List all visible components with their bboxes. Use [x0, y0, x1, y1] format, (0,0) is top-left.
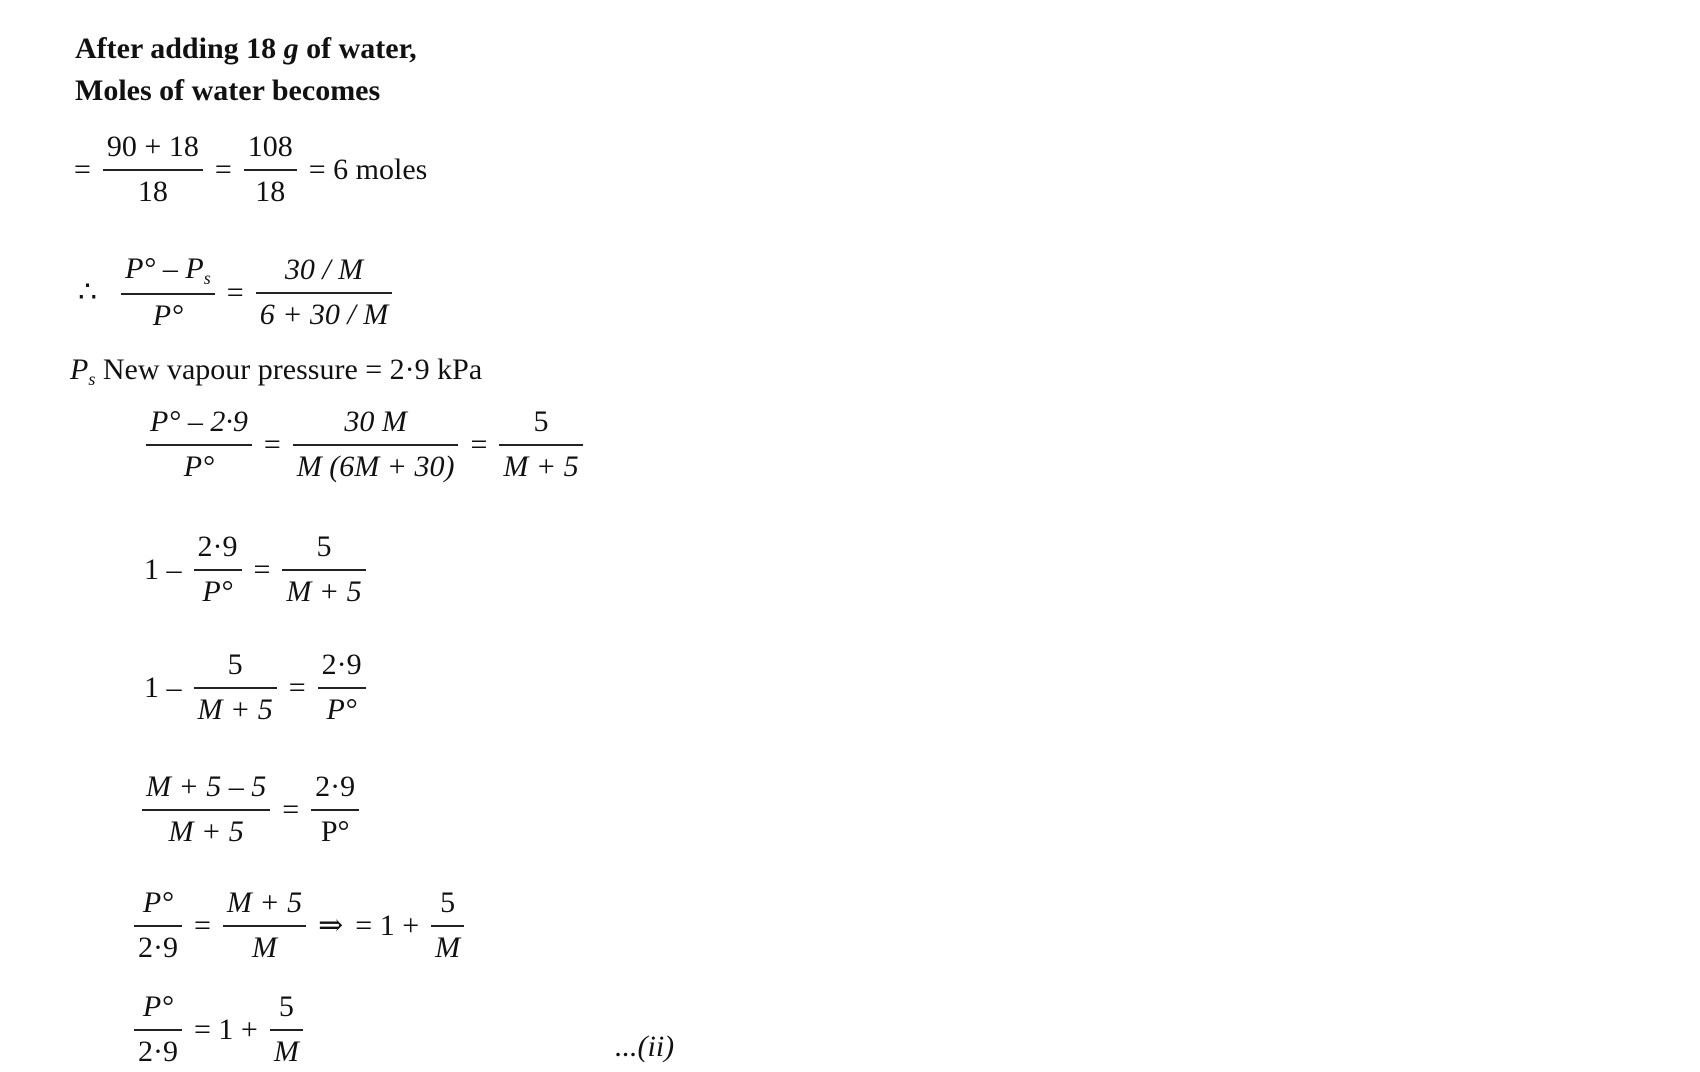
fraction-bar: [318, 687, 366, 689]
eq4-num-1: 2·9: [197, 530, 238, 563]
eq1-den-1: 18: [137, 174, 168, 208]
ps-text: New vapour pressure = 2·9 kPa: [95, 353, 483, 386]
implies-arrow-icon: ⇒: [318, 909, 344, 942]
fraction-bar: [499, 444, 582, 446]
vapour-pressure-line: [70, 355, 482, 388]
eq3-num-2: 30 M: [344, 405, 407, 438]
eq5-den-2: P°: [326, 692, 357, 726]
eq3-equals-2: =: [470, 427, 488, 461]
eq3-den-1: P°: [183, 449, 215, 483]
eq7-equals: =: [194, 908, 211, 942]
equation-step-1: [140, 405, 589, 484]
equation-reference: ...(ii): [615, 1030, 675, 1063]
eq3-fraction-1: [146, 405, 252, 484]
equation-step-4: [136, 770, 365, 849]
intro-unit-g: g: [283, 32, 299, 65]
eq2-num-1-sub: s: [203, 268, 211, 288]
eq4-fraction-1: [194, 530, 242, 609]
eq3-num-3: 5: [533, 405, 549, 438]
eq3-den-2: M (6M + 30): [296, 449, 455, 483]
eq1-fraction-2: [244, 130, 297, 209]
eq8-num-2: 5: [278, 990, 294, 1023]
eq8-den-1: 2·9: [138, 1034, 178, 1068]
eq4-den-1: P°: [202, 574, 233, 608]
therefore-symbol: ∴: [78, 276, 98, 310]
eq7-den-2: M: [252, 930, 278, 964]
eq5-fraction-2: [318, 648, 366, 727]
fraction-bar: [282, 569, 365, 571]
fraction-bar: [103, 169, 203, 171]
eq5-den-1: M + 5: [197, 692, 273, 726]
eq6-fraction-1: [142, 770, 270, 849]
eq2-num-2: 30 / M: [284, 253, 364, 287]
equation-moles: [68, 130, 433, 209]
eq1-equals: =: [214, 152, 232, 186]
eq4-lead: 1 –: [144, 552, 182, 586]
fraction-bar: [142, 809, 270, 811]
fraction-bar: [146, 444, 252, 446]
eq3-num-1: P° – 2·9: [150, 405, 248, 438]
eq8-fraction-1: [134, 990, 182, 1069]
eq3-fraction-3: [499, 405, 582, 484]
eq6-equals: =: [282, 792, 300, 826]
eq6-num-2: 2·9: [315, 770, 356, 803]
eq7-den-1: 2·9: [138, 930, 178, 964]
eq4-num-2: 5: [316, 530, 332, 563]
equation-raoult: [72, 252, 398, 333]
eq2-fraction-2: [256, 253, 393, 332]
ps-symbol: P: [70, 353, 89, 386]
eq2-equals: =: [226, 275, 244, 309]
fraction-bar: [244, 169, 297, 171]
eq5-num-1: 5: [227, 648, 243, 681]
eq8-result-lead: = 1 +: [194, 1012, 258, 1046]
eq2-fraction-1: [121, 252, 215, 333]
fraction-bar: [270, 1029, 303, 1031]
fraction-bar: [134, 1029, 182, 1031]
fraction-bar: [134, 925, 182, 927]
eq6-num-1: M + 5 – 5: [146, 770, 267, 803]
eq6-den-2: P°: [320, 814, 350, 848]
eq7-result-lead: = 1 +: [355, 908, 420, 942]
equation-step-3: [138, 648, 372, 727]
equation-final: [128, 990, 309, 1069]
eq7-num-3: 5: [440, 886, 456, 919]
intro-line-2: Moles of water becomes: [75, 74, 381, 107]
eq2-num-1: [121, 252, 215, 289]
eq7-fraction-3: [431, 886, 464, 965]
eq2-den-2: 6 + 30 / M: [259, 297, 389, 331]
fraction-bar: [293, 444, 459, 446]
fraction-bar: [194, 687, 277, 689]
fraction-bar: [311, 809, 359, 811]
eq5-lead: 1 –: [144, 670, 182, 704]
eq7-den-3: M: [435, 930, 461, 964]
eq8-num-1: P°: [142, 990, 174, 1023]
ps-subscript: s: [88, 369, 96, 389]
eq4-den-2: M + 5: [286, 574, 362, 608]
eq7-num-1: P°: [142, 886, 174, 919]
eq5-fraction-1: [194, 648, 277, 727]
eq4-fraction-2: [282, 530, 365, 609]
equation-step-2: [138, 530, 372, 609]
eq7-num-2: M + 5: [226, 886, 303, 919]
eq8-den-2: M: [273, 1034, 299, 1068]
eq3-fraction-2: [293, 405, 459, 484]
eq4-equals: =: [253, 552, 271, 586]
eq3-equals-1: =: [263, 427, 281, 461]
eq8-fraction-2: [270, 990, 303, 1069]
eq6-den-1: M + 5: [168, 814, 244, 848]
intro-text-b: of water,: [298, 32, 417, 65]
eq7-fraction-1: [134, 886, 182, 965]
eq1-num-1: 90 + 18: [106, 130, 199, 163]
eq5-equals: =: [288, 670, 306, 704]
eq2-den-1: P°: [152, 298, 184, 332]
eq1-den-2: 18: [255, 174, 286, 208]
eq6-fraction-2: [311, 770, 359, 849]
eq1-fraction-1: [103, 130, 203, 209]
eq1-num-2: 108: [247, 130, 293, 163]
fraction-bar: [194, 569, 242, 571]
equation-step-5: [128, 886, 470, 965]
eq3-den-3: M + 5: [503, 449, 579, 483]
eq2-num-1-text: P° – P: [125, 252, 204, 285]
fraction-bar: [223, 925, 306, 927]
eq5-num-2: 2·9: [321, 648, 362, 681]
fraction-bar: [431, 925, 464, 927]
eq1-result: = 6 moles: [308, 152, 428, 186]
intro-line-1: [75, 34, 417, 64]
fraction-bar: [121, 293, 215, 295]
fraction-bar: [256, 292, 393, 294]
eq1-lead: =: [74, 152, 91, 186]
intro-text-a: After adding 18: [75, 32, 284, 65]
eq7-fraction-2: [223, 886, 306, 965]
